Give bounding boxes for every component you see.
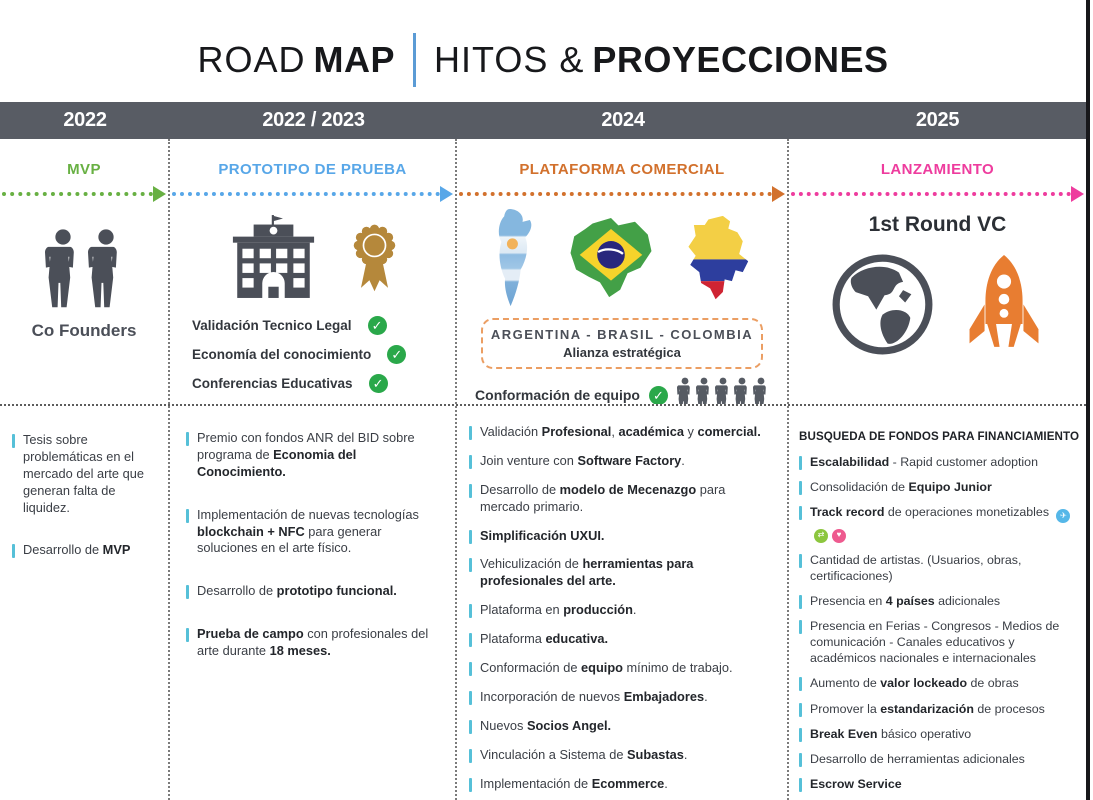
bullet-marker bbox=[186, 628, 189, 642]
check-icon: ✓ bbox=[387, 345, 406, 364]
bullet-text: Presencia en 4 países adicionales bbox=[810, 593, 1001, 608]
bullet-marker bbox=[469, 530, 472, 544]
list-item bbox=[799, 701, 1078, 717]
arrow-head-icon bbox=[1071, 186, 1084, 202]
list-item bbox=[469, 602, 769, 619]
list-item bbox=[799, 504, 1078, 542]
bullet-marker bbox=[469, 633, 472, 647]
bullet-text: Escalabilidad - Rapid customer adoption bbox=[810, 455, 1038, 469]
person-icon bbox=[734, 377, 750, 404]
argentina-map-icon bbox=[484, 207, 539, 310]
phase-label-prototipo: PROTOTIPO DE PRUEBA bbox=[218, 161, 407, 178]
checklist-label: Conferencias Educativas bbox=[192, 376, 353, 391]
bullet-text: Tesis sobre problemáticas en el mercado del arte que generan falta de liquidez. bbox=[23, 432, 144, 515]
column-lanzamiento bbox=[789, 139, 1086, 800]
arrow-head-icon bbox=[153, 186, 166, 202]
check-icon: ✓ bbox=[368, 316, 387, 335]
list-item bbox=[799, 479, 1078, 495]
list-item bbox=[469, 776, 769, 793]
plataforma-bullet-list bbox=[457, 404, 787, 792]
bullet-text: Join venture con Software Factory. bbox=[480, 452, 685, 468]
timeline-arrow-orange bbox=[459, 185, 785, 202]
bullet-marker bbox=[799, 456, 802, 470]
bullet-marker bbox=[12, 544, 15, 558]
checklist-item bbox=[192, 316, 455, 335]
validation-checklist bbox=[170, 316, 455, 393]
column-lanzamiento-top bbox=[789, 139, 1086, 404]
title-hitos: HITOS & bbox=[434, 39, 585, 80]
title-map: MAP bbox=[313, 39, 396, 80]
bullet-text: Conformación de equipo mínimo de trabajo. bbox=[480, 660, 733, 676]
timeline-arrow-pink bbox=[791, 185, 1084, 202]
list-item bbox=[469, 424, 769, 441]
bullet-marker bbox=[799, 506, 802, 520]
column-mvp bbox=[0, 139, 170, 800]
bullet-marker bbox=[799, 620, 802, 634]
checklist-label: Validación Tecnico Legal bbox=[192, 318, 352, 333]
bullet-text: Validación Profesional, académica y comercial. bbox=[480, 424, 761, 439]
bullet-marker bbox=[799, 481, 802, 495]
bullet-text: Presencia en Ferias - Congresos - Medios de comunicación - Canales educativos y académicos nacionales e internacionales bbox=[810, 619, 1060, 666]
bullet-text: Desarrollo de modelo de Mecenazgo para mercado primario. bbox=[480, 481, 726, 514]
team-row bbox=[457, 377, 787, 404]
phase-label-mvp: MVP bbox=[67, 161, 101, 178]
person-icon bbox=[677, 377, 693, 404]
bullet-marker bbox=[469, 558, 472, 572]
team-people-icon bbox=[677, 377, 769, 404]
bullet-text: Consolidación de Equipo Junior bbox=[810, 480, 992, 495]
bullet-marker bbox=[799, 703, 802, 717]
badge-blue-icon: ✈ bbox=[1056, 509, 1070, 523]
list-item bbox=[469, 689, 769, 706]
mvp-bullet-list bbox=[0, 404, 168, 559]
person-icon bbox=[45, 228, 81, 309]
check-icon: ✓ bbox=[369, 374, 388, 393]
list-item bbox=[469, 631, 769, 648]
list-item bbox=[799, 454, 1078, 470]
person-icon bbox=[696, 377, 712, 404]
list-item bbox=[186, 507, 431, 558]
bullet-marker bbox=[469, 484, 472, 498]
bullet-text: Implementación de nuevas tecnologías blockchain + NFC para generar soluciones en el arte físico. bbox=[197, 506, 419, 556]
bullet-text: Plataforma educativa. bbox=[480, 631, 609, 647]
list-item bbox=[186, 430, 431, 481]
list-item bbox=[12, 432, 160, 516]
bullet-marker bbox=[186, 509, 189, 523]
list-item bbox=[186, 583, 431, 600]
colombia-map-icon bbox=[683, 214, 760, 303]
brazil-map-icon bbox=[565, 216, 657, 301]
bullet-marker bbox=[469, 426, 472, 440]
arrow-head-icon bbox=[772, 186, 785, 202]
prototipo-bullet-list bbox=[170, 404, 455, 660]
alliance-subtitle: Alianza estratégica bbox=[563, 345, 681, 360]
bullet-marker bbox=[469, 749, 472, 763]
bullet-text: Track record de operaciones monetizables ✈⇄ ♥ bbox=[810, 504, 1078, 542]
alliance-countries: ARGENTINA - BRASIL - COLOMBIA bbox=[490, 327, 754, 342]
list-item bbox=[799, 618, 1078, 666]
phase-label-plataforma: PLATAFORMA COMERCIAL bbox=[519, 161, 725, 178]
bullet-marker bbox=[469, 720, 472, 734]
timeline-year-bar bbox=[0, 102, 1086, 139]
bullet-text: Incorporación de nuevos Embajadores. bbox=[480, 688, 708, 704]
badge-pink-icon: ♥ bbox=[832, 529, 846, 543]
institution-building-icon bbox=[226, 215, 321, 298]
arrow-dash bbox=[172, 192, 440, 196]
person-icon bbox=[88, 228, 124, 309]
globe-icon bbox=[831, 253, 934, 356]
arrow-dash bbox=[2, 192, 153, 196]
round-vc-label: 1st Round VC bbox=[868, 213, 1007, 236]
bullet-text: Simplificación UXUI. bbox=[480, 527, 605, 543]
lanzamiento-bullet-list bbox=[789, 443, 1086, 792]
bullet-marker bbox=[469, 691, 472, 705]
page-title bbox=[0, 28, 1086, 92]
bullet-marker bbox=[799, 728, 802, 742]
checklist-label: Economía del conocimiento bbox=[192, 347, 372, 362]
funding-heading: BUSQUEDA DE FONDOS PARA FINANCIAMIENTO bbox=[799, 430, 1080, 443]
check-icon: ✓ bbox=[649, 386, 668, 405]
bullet-text: Vinculación a Sistema de Subastas. bbox=[480, 746, 688, 762]
column-plataforma-top bbox=[457, 139, 787, 404]
bullet-marker bbox=[469, 604, 472, 618]
bullet-marker bbox=[799, 778, 802, 792]
column-prototipo bbox=[170, 139, 457, 800]
award-ribbon-icon bbox=[349, 220, 400, 298]
lanzamiento-icons bbox=[789, 253, 1086, 356]
cofounders-icon bbox=[0, 228, 168, 309]
section-divider bbox=[0, 404, 1086, 406]
bullet-text: Premio con fondos ANR del BID sobre programa de Economia del Conocimiento. bbox=[197, 430, 415, 479]
person-icon bbox=[715, 377, 731, 404]
arrow-dash bbox=[791, 192, 1071, 196]
title-divider bbox=[413, 33, 416, 87]
bullet-text: Cantidad de artistas. (Usuarios, obras, certificaciones) bbox=[810, 552, 1022, 583]
timeline-arrow-blue bbox=[172, 185, 453, 202]
bullet-text: Plataforma en producción. bbox=[480, 602, 637, 618]
bullet-text: Break Even básico operativo bbox=[810, 726, 972, 741]
cofounders-caption: Co Founders bbox=[31, 321, 137, 340]
bullet-marker bbox=[799, 753, 802, 767]
list-item bbox=[469, 747, 769, 764]
badge-green-icon: ⇄ bbox=[814, 529, 828, 543]
list-item bbox=[799, 751, 1078, 767]
arrow-dash bbox=[459, 192, 772, 196]
bullet-marker bbox=[799, 595, 802, 609]
list-item bbox=[469, 453, 769, 470]
list-item bbox=[799, 776, 1078, 792]
bullet-text: Prueba de campo con profesionales del arte durante 18 meses. bbox=[197, 626, 429, 659]
alliance-box bbox=[481, 318, 763, 369]
bullet-marker bbox=[12, 434, 15, 448]
list-item bbox=[469, 718, 769, 735]
bullet-text: Implementación de Ecommerce. bbox=[480, 775, 668, 791]
checklist-item bbox=[192, 345, 455, 364]
list-item bbox=[799, 593, 1078, 609]
team-label: Conformación de equipo bbox=[475, 387, 640, 403]
right-edge-border bbox=[1086, 0, 1090, 800]
list-item bbox=[799, 552, 1078, 584]
title-proyecciones: PROYECCIONES bbox=[592, 39, 889, 80]
year-label-2025: 2025 bbox=[915, 109, 960, 131]
list-item bbox=[799, 675, 1078, 691]
prototipo-icons bbox=[170, 212, 455, 298]
bullet-text: Promover la estandarización de procesos bbox=[810, 701, 1045, 716]
checklist-item bbox=[192, 374, 455, 393]
bullet-text: Escrow Service bbox=[810, 776, 902, 791]
arrow-head-icon bbox=[440, 186, 453, 202]
column-plataforma bbox=[457, 139, 789, 800]
year-label-2024: 2024 bbox=[601, 109, 645, 131]
year-label-2022-2023: 2022 / 2023 bbox=[262, 109, 365, 131]
list-item bbox=[469, 660, 769, 677]
list-item bbox=[469, 528, 769, 545]
bullet-text: Desarrollo de herramientas adicionales bbox=[810, 751, 1025, 766]
bullet-marker bbox=[469, 455, 472, 469]
bullet-text: Aumento de valor lockeado de obras bbox=[810, 676, 1019, 691]
list-item bbox=[799, 726, 1078, 742]
bullet-marker bbox=[469, 662, 472, 676]
timeline-columns bbox=[0, 139, 1086, 800]
bullet-marker bbox=[186, 432, 189, 446]
country-maps bbox=[457, 204, 787, 312]
list-item bbox=[469, 482, 769, 516]
column-prototipo-top bbox=[170, 139, 455, 404]
bullet-marker bbox=[469, 778, 472, 792]
phase-label-lanzamiento: LANZAMIENTO bbox=[880, 161, 995, 178]
title-road: ROAD bbox=[197, 39, 306, 80]
timeline-arrow-green bbox=[2, 185, 166, 202]
list-item bbox=[12, 542, 160, 559]
bullet-marker bbox=[799, 554, 802, 568]
list-item bbox=[469, 556, 769, 590]
bullet-text: Desarrollo de MVP bbox=[23, 542, 131, 558]
bullet-text: Nuevos Socios Angel. bbox=[480, 717, 612, 733]
bullet-marker bbox=[799, 677, 802, 691]
list-item bbox=[186, 626, 431, 660]
bullet-marker bbox=[186, 585, 189, 599]
bullet-text: Vehiculización de herramientas para profesionales del arte. bbox=[480, 556, 694, 589]
column-mvp-top bbox=[0, 139, 168, 404]
year-label-2022: 2022 bbox=[63, 109, 107, 131]
bullet-text: Desarrollo de prototipo funcional. bbox=[197, 583, 397, 599]
person-icon bbox=[753, 377, 769, 404]
rocket-icon bbox=[964, 255, 1044, 354]
